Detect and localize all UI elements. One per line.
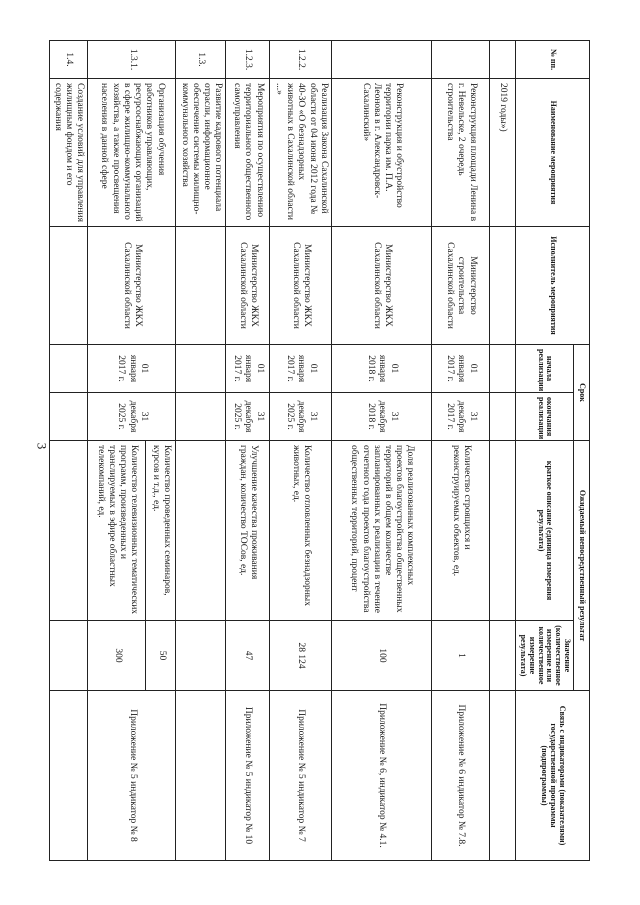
cell-brief: Количество отловленных безнадзорных животных, ед. [270,441,332,621]
header-link: Связь с индикаторами (показателями) государственной программы (подпрограммы) [516,691,590,861]
cell-end: 31 декабря 2025 г. [88,393,176,441]
cell-num: 1.2.2. [270,41,332,79]
cell-executor [176,227,226,345]
cell-link: Приложение № 6 индикатор № 7.8. [432,691,490,861]
cell-executor: Министерство строительства Сахалинской области [432,227,490,345]
cell-brief [49,441,88,621]
cell-brief: Количество строящихся и реконструируемых объектов, ед. [432,441,490,621]
cell-name: Реконструкция и обустройство территории парка им. П.А. Леонова в г. Александровск-Сахалинский» [332,79,432,227]
page-number: 3 [34,442,50,450]
cell-start [176,345,226,393]
cell-start [49,345,88,393]
cell-name: Мероприятия по осуществлению территориального общественного самоуправления [226,79,270,227]
header-value: Значение (количественное измерение или количественное измерение результата) [516,621,574,691]
cell-num: 1.2.3. [226,41,270,79]
cell-end: 31 декабря 2018 г. [332,393,432,441]
cell-brief: Улучшение качества проживания граждан, количество ТОСов, ед. [226,441,270,621]
cell-name: 2019 годы») [490,79,516,227]
cell-end: 31 декабря 2025 г. [226,393,270,441]
table-row [176,41,226,861]
header-start: начала реализации [516,345,574,393]
cell-start: 01 января 2017 г. [432,345,490,393]
cell-link [49,691,88,861]
header-brief: краткое описание (единица измерения результата) [516,441,574,621]
cell-num [332,41,432,79]
cell-brief: Количество телевизионных тематических программ, произведенных и транслируемых в эфире областных телекомпаний, ед. [88,441,146,621]
header-name: Наименование мероприятия [516,79,590,227]
header-executor: Исполнитель мероприятия [516,227,590,345]
cell-start [490,345,516,393]
cell-end: 31 декабря 2025 г. [270,393,332,441]
cell-name: Создание условий для управления жилищным фондом и его содержания [49,79,88,227]
cell-executor [49,227,88,345]
cell-end [49,393,88,441]
table-row [332,41,432,861]
table-row [49,41,88,861]
cell-link: Приложение № 5 индикатор № 10 [226,691,270,861]
cell-end [490,393,516,441]
cell-executor: Министерство ЖКХ Сахалинской области [88,227,176,345]
table-row [146,41,176,861]
cell-value [49,621,88,691]
cell-link: Приложение № 5 индикатор № 8 [88,691,176,861]
cell-start: 01 января 2017 г. [226,345,270,393]
cell-value: 50 [146,621,176,691]
cell-link [490,691,516,861]
cell-start: 01 января 2017 г. [88,345,176,393]
cell-link: Приложение № 5 индикатор № 7 [270,691,332,861]
cell-value [176,621,226,691]
table-row [270,41,332,861]
cell-end: 31 декабря 2017 г. [432,393,490,441]
cell-num [490,41,516,79]
header-end: окончания реализации [516,393,574,441]
cell-link: Приложение № 6, индикатор № 4.1. [332,691,432,861]
cell-executor: Министерство ЖКХ Сахалинской области [270,227,332,345]
cell-brief [176,441,226,621]
cell-value: 100 [332,621,432,691]
cell-brief: Количество проведенных семинаров, курсов и т.д., ед. [146,441,176,621]
cell-executor: Министерство ЖКХ Сахалинской области [332,227,432,345]
table-row [432,41,490,861]
cell-name: Реализация Закона Сахалинской области от 04 июня 2012 года № 40-ЗО «О безнадзорных животных в Сахалинской области ...» [270,79,332,227]
cell-value: 300 [88,621,146,691]
cell-start: 01 января 2017 г. [270,345,332,393]
cell-num: 1.3. [176,41,226,79]
cell-name: Реконструкция площади Ленина в г. Невельске, 2 очередь строительства [432,79,490,227]
cell-value: 47 [226,621,270,691]
cell-link [176,691,226,861]
cell-num: 1.4. [49,41,88,79]
header-num: № пп. [516,41,590,79]
table-row [226,41,270,861]
results-table-sheet [50,40,590,860]
cell-executor: Министерство ЖКХ Сахалинской области [226,227,270,345]
cell-brief [490,441,516,621]
cell-end [176,393,226,441]
cell-value: 1 [432,621,490,691]
cell-value [490,621,516,691]
cell-name: Организация обучения работников управляющих, ресурсоснабжающих организаций в сфере жилищно-коммунального хозяйства, а также просвещения населения в данной сфере [88,79,176,227]
cell-value: 28 124 [270,621,332,691]
results-table [49,40,590,861]
cell-num: 1.3.1. [88,41,176,79]
cell-name: Развитие кадрового потенциала отрасли, информационное обеспечение системы жилищно-коммунального хозяйства [176,79,226,227]
cell-executor [490,227,516,345]
cell-num [432,41,490,79]
table-row [490,41,516,861]
cell-start: 01 января 2018 г. [332,345,432,393]
header-expected: Ожидаемый непосредственный результат [574,441,590,691]
header-term: Срок [574,345,590,441]
cell-brief: Доля реализованных комплексных проектов благоустройства общественных территорий в общем количестве запланированных к реализации в течение отчетного года проектов благоустройства общественных территорий, процент [332,441,432,621]
